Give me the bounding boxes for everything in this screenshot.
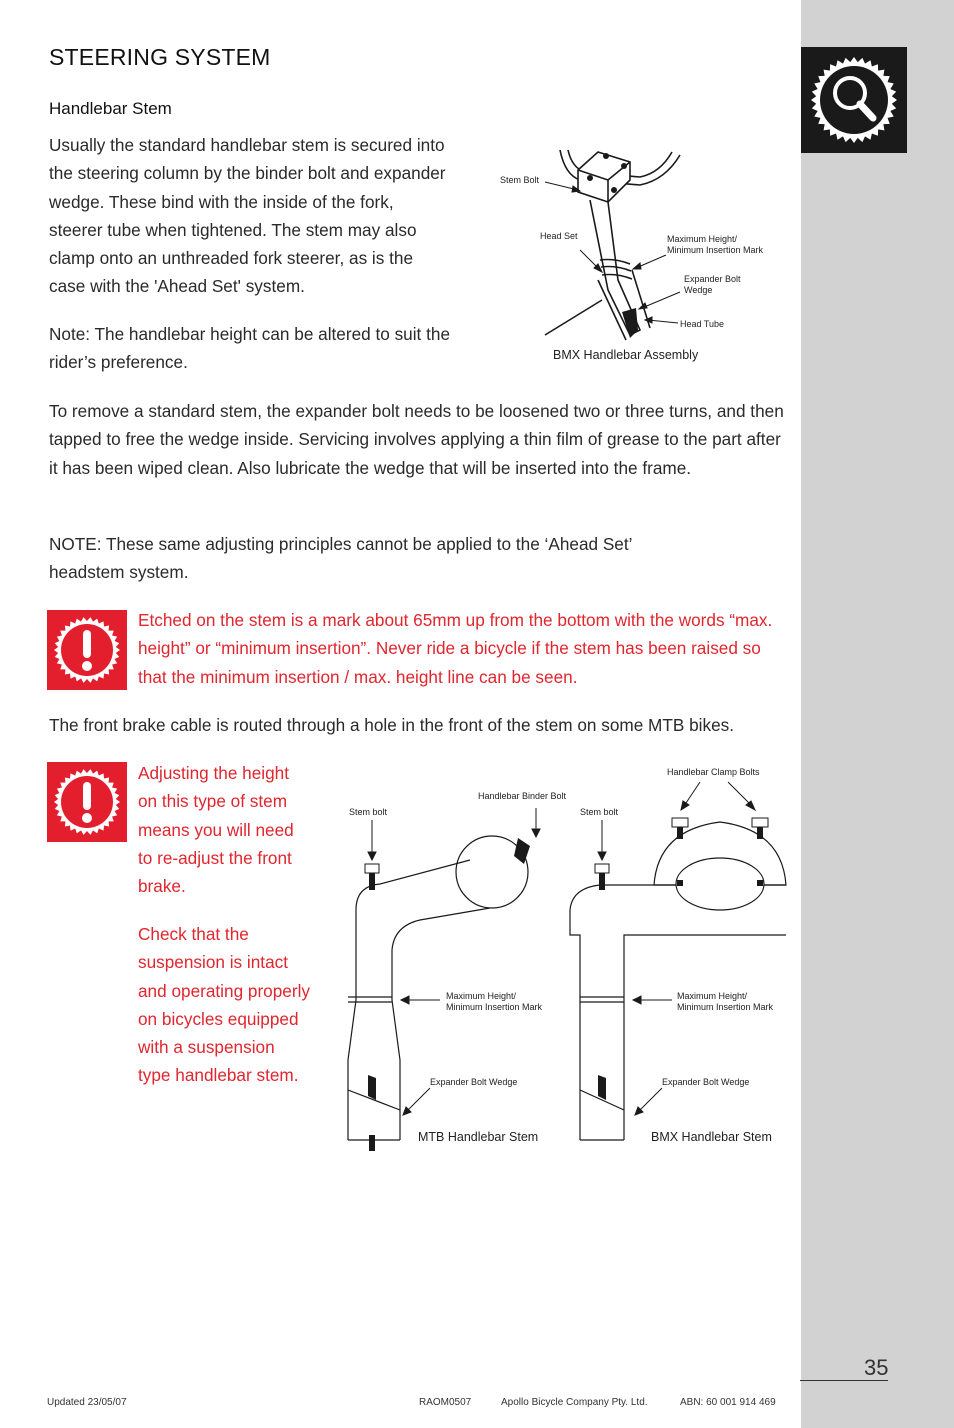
page-sidebar: [801, 0, 954, 1428]
label-mtb-max-height: Maximum Height/ Minimum Insertion Mark: [446, 991, 543, 1012]
exclamation-gear-icon: [47, 610, 127, 690]
warning-box-2: [47, 762, 127, 842]
page-title: STEERING SYSTEM: [49, 44, 271, 70]
magnifier-gear-icon: [801, 47, 907, 153]
caption-bmx-stem: BMX Handlebar Stem: [651, 1130, 772, 1144]
label-mtb-expander: Expander Bolt Wedge: [430, 1077, 518, 1087]
exclamation-gear-icon: [47, 762, 127, 842]
note-paragraph: Note: The handlebar height can be altered to suit the rider’s preference.: [49, 324, 451, 373]
label-head-set: Head Set: [540, 231, 578, 241]
warning-text-2b: Check that the suspension is intact and operating properly on bicycles equipped with a suspension type handlebar stem.: [138, 924, 310, 1086]
label-bmx-max-height: Maximum Height/ Minimum Insertion Mark: [677, 991, 774, 1012]
label-mtb-stem-bolt: Stem bolt: [349, 807, 388, 817]
page-number: 35: [864, 1355, 889, 1380]
label-bmx-stem-bolt: Stem bolt: [580, 807, 619, 817]
caption-mtb-stem: MTB Handlebar Stem: [418, 1130, 539, 1144]
footer-abn: ABN: 60 001 914 469: [680, 1397, 776, 1408]
page-number-rule: [800, 1380, 888, 1381]
label-handlebar-binder-bolt: Handlebar Binder Bolt: [478, 791, 567, 801]
removal-paragraph: To remove a standard stem, the expander bolt needs to be loosened two or three turns, and then tapped to free the wedge inside. Servicing involves applying a thin film of grease to the part after it has been wiped clean. Also lubricate the wedge that will be inserted into the frame.: [49, 401, 784, 478]
label-head-tube: Head Tube: [680, 319, 725, 329]
footer-updated: Updated 23/05/07: [47, 1397, 127, 1408]
warning-text-1: Etched on the stem is a mark about 65mm up from the bottom with the words “max. height” or “minimum insertion”. Never ride a bicycle if the stem has been raised so that the minimum insertion / max. height line can be seen.: [138, 610, 773, 687]
brake-cable-paragraph: The front brake cable is routed through a hole in the front of the stem on some MTB bikes.: [49, 715, 734, 735]
caption-bmx-assembly: BMX Handlebar Assembly: [553, 348, 699, 362]
intro-paragraph: Usually the standard handlebar stem is secured into the steering column by the binder bolt and expander wedge. These bind with the inside of the fork, steerer tube when tightened. The stem may also clamp onto an unthreaded fork steerer, as is the case with the 'Ahead Set' system.: [49, 135, 446, 297]
label-max-height-1: Maximum Height/ Minimum Insertion Mark: [667, 234, 764, 255]
footer-company: Apollo Bicycle Company Pty. Ltd.: [501, 1397, 648, 1408]
section-subtitle: Handlebar Stem: [49, 99, 172, 118]
stem-comparison-figure: [340, 760, 800, 1160]
section-tab: [801, 47, 907, 153]
label-bmx-expander: Expander Bolt Wedge: [662, 1077, 750, 1087]
warning-box-1: [47, 610, 127, 690]
warning-text-2a: Adjusting the height on this type of stem means you will need to re-adjust the front brake.: [138, 763, 294, 897]
label-clamp-bolts: Handlebar Clamp Bolts: [667, 767, 760, 777]
footer-doc-code: RAOM0507: [419, 1397, 472, 1408]
label-expander-wedge-1: Expander Bolt Wedge: [684, 274, 741, 295]
ahead-set-note: NOTE: These same adjusting principles cannot be applied to the ‘Ahead Set’ headstem system.: [49, 534, 632, 583]
label-stem-bolt: Stem Bolt: [500, 175, 540, 185]
